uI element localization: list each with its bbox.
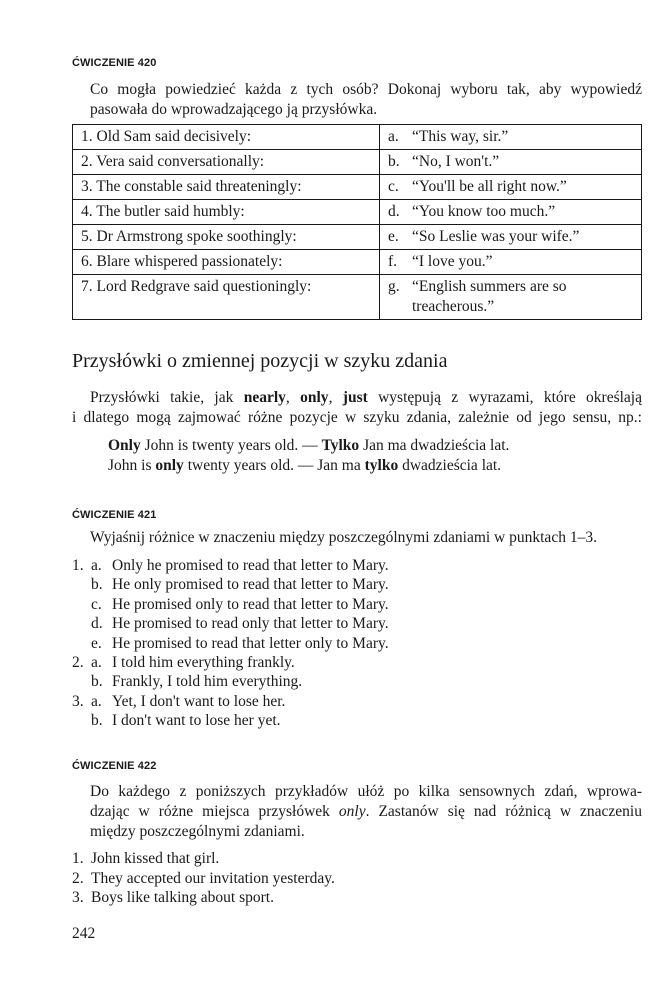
speaker-text: 1. Old Sam said decisively: (81, 128, 252, 145)
table-cell-speaker (73, 150, 380, 175)
speaker-text: 2. Vera said conversationally: (81, 153, 265, 170)
table-row (73, 175, 642, 200)
list-item: I don't want to lose her yet. (112, 712, 281, 730)
list-item: John kissed that girl. (91, 850, 220, 867)
section-title: Przysłówki o zmiennej pozycji w szyku zdania (72, 350, 448, 372)
quote-line: treacherous.” (412, 298, 495, 315)
speaker-text: 7. Lord Redgrave said questioningly: (81, 278, 312, 295)
list-item: He only promised to read that letter to Mary. (112, 576, 389, 594)
quote-body (412, 227, 579, 247)
table-cell-speaker (73, 125, 380, 150)
item-letter: b. (91, 712, 103, 730)
quote-text (388, 150, 641, 174)
text-span: Przysłówki takie, jak (90, 389, 244, 406)
text-span: , (328, 389, 343, 406)
section-paragraph-line1 (90, 388, 642, 408)
list-item: I told him everything frankly. (112, 654, 295, 671)
keyword-just: just (342, 389, 368, 406)
text-span: dwadzieścia lat. (398, 457, 502, 474)
quote-body (412, 252, 492, 272)
quote-text (388, 275, 641, 319)
table-row (73, 125, 642, 150)
item-letter: a. (91, 557, 102, 574)
text-span: . Zastanów się nad różnicą w znaczeniu (365, 803, 642, 820)
quote-text (388, 125, 641, 149)
item-number: 3. (72, 889, 84, 906)
speaker-text: 5. Dr Armstrong spoke soothingly: (81, 228, 297, 245)
item-letter: a. (91, 654, 102, 671)
exercise-420-instruction-line1: Co mogła powiedzieć każda z tych osób? Dokonaj wyboru tak, aby wypowiedź (90, 81, 642, 98)
speaker-text: 6. Blare whispered passionately: (81, 253, 283, 270)
quote-letter: e. (388, 228, 399, 245)
quote-letter: d. (388, 203, 400, 220)
quote-line: “So Leslie was your wife.” (412, 228, 580, 245)
quote-line: “This way, sir.” (412, 128, 509, 145)
item-letter: c. (91, 595, 102, 613)
section-paragraph-line2: i dlatego mogą zajmować różne pozycje w szyku zdania, zależnie od jego sensu, np.: (72, 409, 642, 426)
exercise-422-heading: ĆWICZENIE 422 (72, 760, 157, 772)
table-row (73, 250, 642, 275)
quote-text (388, 175, 641, 199)
quote-line: “English summers are so (412, 278, 567, 295)
table-cell-quote (380, 175, 642, 200)
exercise-422-instruction-line3: między poszczególnymi zdaniami. (90, 823, 305, 840)
table-cell-quote (380, 125, 642, 150)
item-letter: b. (91, 576, 103, 594)
item-letter: d. (91, 615, 103, 633)
exercise-420-heading: ĆWICZENIE 420 (72, 57, 157, 69)
text-span: twenty years old. — Jan ma (183, 457, 365, 474)
item-number: 2. (72, 654, 84, 671)
bold-word: Only (108, 437, 141, 454)
exercise-420-instruction-line2: pasowała do wprowadzającego ją przysłówka. (90, 101, 378, 118)
table-cell-speaker (73, 225, 380, 250)
table-row (73, 225, 642, 250)
list-item: He promised only to read that letter to Mary. (112, 595, 389, 613)
quote-text (388, 200, 641, 224)
quote-letter: b. (388, 153, 400, 170)
exercise-422-instruction-line2 (90, 802, 642, 822)
table-cell-speaker (73, 250, 380, 275)
quote-body (412, 177, 567, 197)
table-row (73, 200, 642, 225)
text-span: dzając w różne miejsca przysłówek (90, 803, 339, 820)
table-row (73, 150, 642, 175)
quote-line: “You'll be all right now.” (412, 178, 567, 195)
item-number: 2. (72, 869, 84, 887)
quote-line: “You know too much.” (412, 203, 556, 220)
list-item: He promised to read only that letter to Mary. (112, 615, 389, 633)
table-cell-quote (380, 275, 642, 320)
bold-word: Tylko (321, 437, 360, 454)
exercise-421-instruction: Wyjaśnij różnice w znaczeniu między poszczególnymi zdaniami w punktach 1–3. (90, 529, 597, 546)
quote-letter: f. (388, 253, 398, 270)
quote-letter: c. (388, 178, 399, 195)
table-cell-quote (380, 150, 642, 175)
speaker-text: 4. The butler said humbly: (81, 203, 245, 220)
item-number: 1. (72, 557, 84, 574)
quote-text (388, 250, 641, 274)
bold-word: tylko (364, 457, 399, 474)
item-number: 1. (72, 850, 84, 867)
quote-body (412, 277, 567, 317)
text-span: John is twenty years old. — (140, 437, 322, 454)
exercise-421-heading: ĆWICZENIE 421 (72, 509, 157, 521)
table-cell-speaker (73, 275, 380, 320)
speaker-text: 3. The constable said threateningly: (81, 178, 302, 195)
list-item: Boys like talking about sport. (91, 889, 274, 906)
item-letter: e. (91, 634, 102, 652)
item-letter: b. (91, 673, 103, 691)
list-item: Only he promised to read that letter to Mary. (112, 557, 389, 574)
quote-text (388, 225, 641, 249)
italic-word: only (338, 803, 366, 820)
table-cell-speaker (73, 175, 380, 200)
text-span: występują z wyrazami, które określają (367, 389, 642, 406)
list-item: Yet, I don't want to lose her. (112, 692, 286, 710)
quote-body (412, 152, 499, 172)
example-sentence-2 (108, 456, 501, 476)
text-span: John is (108, 457, 156, 474)
item-number: 3. (72, 692, 84, 710)
list-item: Frankly, I told him everything. (112, 673, 303, 691)
matching-table (72, 124, 642, 320)
text-span: , (285, 389, 301, 406)
table-cell-quote (380, 200, 642, 225)
page-number: 242 (72, 925, 96, 942)
quote-letter: a. (388, 128, 399, 145)
quote-body (412, 127, 508, 147)
item-letter: a. (91, 692, 102, 710)
text-span: Jan ma dwadzieścia lat. (359, 437, 510, 454)
quote-line: “No, I won't.” (412, 153, 500, 170)
exercise-422-instruction-line1: Do każdego z poniższych przykładów ułóż po kilka sensownych zdań, wprowa- (90, 783, 642, 800)
example-sentence-1 (108, 436, 509, 456)
quote-line: “I love you.” (412, 253, 493, 270)
table-cell-quote (380, 250, 642, 275)
table-cell-speaker (73, 200, 380, 225)
keyword-nearly: nearly (243, 389, 286, 406)
keyword-only: only (300, 389, 329, 406)
table-row (73, 275, 642, 320)
bold-word: only (155, 457, 184, 474)
quote-letter: g. (388, 278, 400, 295)
list-item: They accepted our invitation yesterday. (91, 869, 335, 887)
list-item: He promised to read that letter only to Mary. (112, 634, 389, 652)
quote-body (412, 202, 555, 222)
table-cell-quote (380, 225, 642, 250)
